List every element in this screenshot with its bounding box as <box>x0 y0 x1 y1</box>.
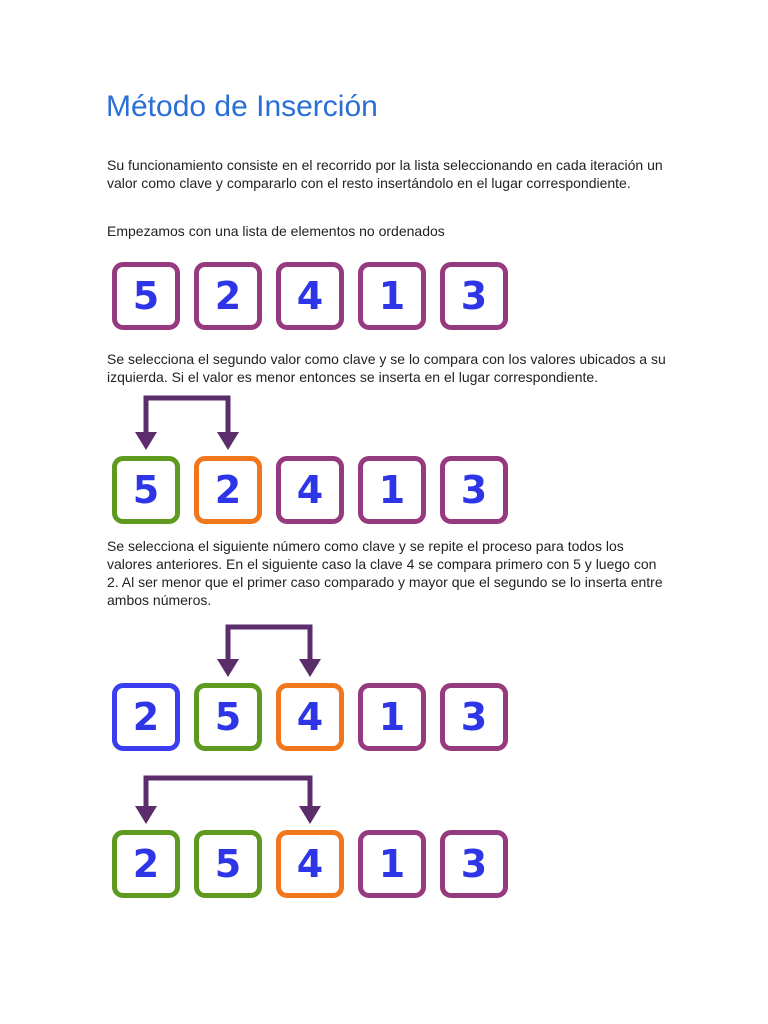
insertion-arrow-icon <box>135 398 239 450</box>
number-box: 2 <box>112 683 180 751</box>
number-box: 3 <box>440 456 508 524</box>
insertion-arrow-icon <box>135 778 321 824</box>
number-box: 1 <box>358 262 426 330</box>
number-box: 4 <box>276 830 344 898</box>
number-box: 2 <box>194 456 262 524</box>
number-box: 1 <box>358 830 426 898</box>
intro-paragraph: Su funcionamiento consiste en el recorrido por la lista seleccionando en cada iteración un valor como clave y compararlo con el resto insertándolo en el lugar correspondiente. <box>107 157 663 191</box>
number-box: 5 <box>112 456 180 524</box>
number-box: 4 <box>276 456 344 524</box>
page-title: Método de Inserción <box>106 90 378 123</box>
number-box: 3 <box>440 830 508 898</box>
insertion-arrow-icon <box>217 627 321 677</box>
start-paragraph: Empezamos con una lista de elementos no ordenados <box>107 223 445 239</box>
number-box: 4 <box>276 262 344 330</box>
step2-paragraph: Se selecciona el siguiente número como clave y se repite el proceso para todos los valores anteriores. En el siguiente caso la clave 4 se compara primero con 5 y luego con 2. Al ser menor que el primer caso comparado y mayor que el segundo se lo inserta entre ambos números. <box>107 538 663 608</box>
number-box: 2 <box>194 262 262 330</box>
number-box: 2 <box>112 830 180 898</box>
number-box: 1 <box>358 456 426 524</box>
step1-paragraph: Se selecciona el segundo valor como clave y se lo compara con los valores ubicados a su izquierda. Si el valor es menor entonces se inserta en el lugar correspondiente. <box>107 351 666 385</box>
number-box: 1 <box>358 683 426 751</box>
number-box: 4 <box>276 683 344 751</box>
number-box: 3 <box>440 683 508 751</box>
number-box: 5 <box>194 830 262 898</box>
number-box: 5 <box>194 683 262 751</box>
number-box: 5 <box>112 262 180 330</box>
number-box: 3 <box>440 262 508 330</box>
